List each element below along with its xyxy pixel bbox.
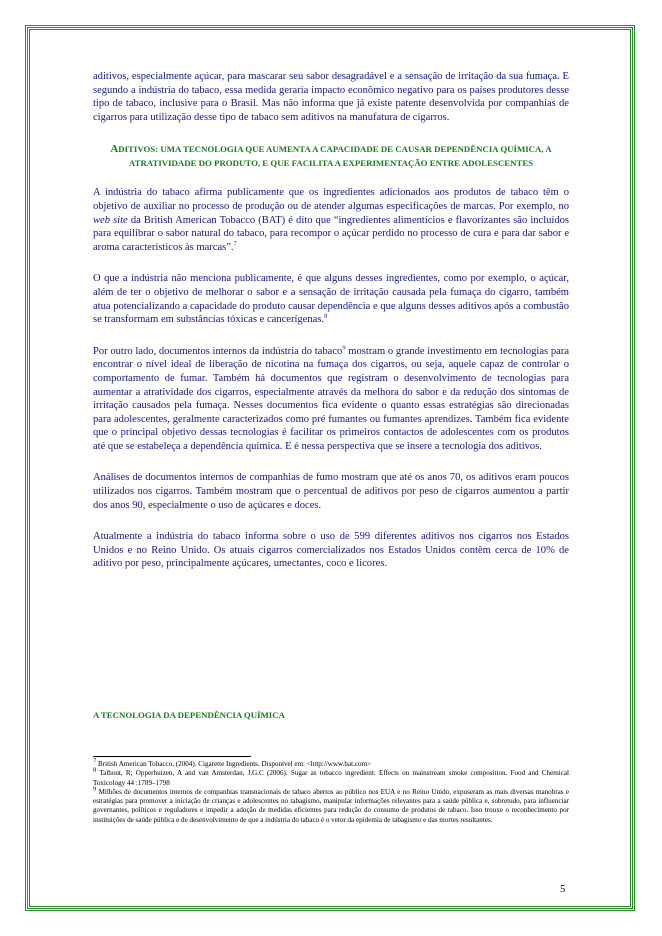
- p1-text-b: da British American Tobacco (BAT) é dito que “ingredientes alimentícios e flavorizantes são incluídos para equilibrar o sabor natural do tabaco, para recompor o açúcar perdido no processo de cura e para dar sabor e aroma característicos às marcas”.: [93, 214, 569, 253]
- paragraph-internal-documents: [93, 345, 569, 454]
- footnote-7-number: 7: [93, 757, 97, 765]
- p2-text: O que a indústria não menciona publicamente, é que alguns desses ingredientes, como por exemplo, o açúcar, além de ter o objetivo de melhorar o sabor e a sensação de irritação causada pela fumaça do cigarro, também atua potencializando a capacidade do produto causar dependência e que alguns desses aditivos após a combustão se transformam em substâncias tóxicas e cancerígenas.: [93, 273, 569, 326]
- footnote-8-number: 8: [93, 766, 97, 774]
- section-title-dependence: A TECNOLOGIA DA DEPENDÊNCIA QUÍMICA: [93, 710, 285, 720]
- paragraph-not-mentioned: [93, 272, 569, 326]
- footnotes: [93, 757, 569, 825]
- p3-text-b: mostram o grande investimento em tecnologias para encontrar o nível ideal de liberação de nicotina na fumaça dos cigarros, ou seja, aquele capaz de controlar o comportamento de fumar. Também há documentos que registram o desenvolvimento de tecnologias para aumentar a atratividade dos cigarros, especialmente através da melhora do sabor e da redução dos sintomas de irritação causados pela fumaça. Nesses documentos fica evidente o quanto essas estratégias são direcionadas para adolescentes, geralmente caracterizados como pré fumantes ou fumantes aprendizes. Também fica evidente que o principal objetivo dessas tecnologias é facilitar os primeiros contactos de adolescentes com os produtos até que se estabeleça a dependência química. E é nessa perspectiva que se insere a tecnologia dos aditivos.: [93, 345, 569, 452]
- footnote-7-text: British American Tobacco, (2004). Cigarette Ingredients. Disponível em: <http://www.bat.com>: [96, 760, 372, 768]
- paragraph-current: Atualmente a indústria do tabaco informa sobre o uso de 599 diferentes aditivos nos cigarros nos Estados Unidos e no Reino Unido. Os atuais cigarros comercializados nos Estados Unidos contêm cerca de 10% de aditivo por peso, principalmente açúcares, umectantes, coco e licores.: [93, 531, 569, 570]
- section-heading-aditivos: [97, 142, 565, 170]
- footnote-ref-9: 9: [342, 344, 346, 352]
- paragraph-intro: aditivos, especialmente açúcar, para mascarar seu sabor desagradável e a sensação de irritação da sua fumaça. E segundo a indústria do tabaco, essa medida geraria impacto econômico negativo para os países produtores desse tipo de tabaco, inclusive para o Brasil. Mas não informa que já existe patente desenvolvida por companhias de cigarros para utilização desse tipo de tabaco sem aditivos na manufatura de cigarros.: [93, 71, 569, 123]
- footnote-ref-7: 7: [233, 240, 237, 248]
- footnote-8-text: Talhout, R; Opperhuizen, A and van Amsterdan, J.G.C (2006). Sugar as tobacco ingredient: Effects on mainstream smoke composition. Food and Chemical Toxicology 44 :1789–1798: [93, 769, 569, 787]
- footnote-ref-8: 8: [324, 312, 328, 320]
- page-number: 5: [560, 884, 566, 895]
- heading-text: DITIVOS: UMA TECNOLOGIA QUE AUMENTA A CAPACIDADE DE CAUSAR DEPENDÊNCIA QUÍMICA, A ATRATIVIDADE DO PRODUTO, E QUE FACILITA A EXPERIMENTAÇÃO ENTRE ADOLESCENTES: [118, 144, 552, 169]
- footnote-9-number: 9: [93, 785, 97, 793]
- footnote-9: [93, 785, 569, 825]
- p3-text-a: Por outro lado, documentos internos da indústria do tabaco: [93, 345, 343, 357]
- footnote-divider: [93, 756, 251, 757]
- p1-text-a: A indústria do tabaco afirma publicamente que os ingredientes adicionados aos produtos de tabaco têm o objetivo de auxiliar no processo de produção ou de atender algumas especificações de marcas. Por exemplo, no: [93, 187, 569, 212]
- footnote-8: [93, 766, 569, 788]
- paragraph-analyses: Análises de documentos internos de companhias de fumo mostram que até os anos 70, os aditivos eram poucos utilizados nos cigarros. Também mostram que o percentual de aditivos por peso de cigarros aumentou a partir dos anos 90, especialmente o uso de açúcares e doces.: [93, 472, 569, 511]
- footnote-9-text: Milhões de documentos internos de companhias transnacionais de tabaco abertos ao público nos EUA e no Reino Unido, expuseram as mais diversas manobras e estratégias para promover a iniciação de crianças e adolescentes no tabagismo, manipular informações relevantes para a saúde pública e, sobretudo, para influenciar governantes, políticos e reguladores e impedir a adoção de medidas eficientes para redução do consumo de produtos de tabaco. Isso trouxe o reconhecimento por instituições de saúde pública e de desenvolvimento de que a indústria do tabaco é o vetor da epidemia de tabagismo e das mortes resultantes.: [93, 787, 569, 824]
- footnote-7: [93, 757, 569, 769]
- paragraph-industry-claims: [93, 186, 569, 254]
- heading-initial: A: [110, 143, 119, 156]
- p1-web-site: web site: [93, 214, 128, 226]
- main-content: [93, 70, 569, 589]
